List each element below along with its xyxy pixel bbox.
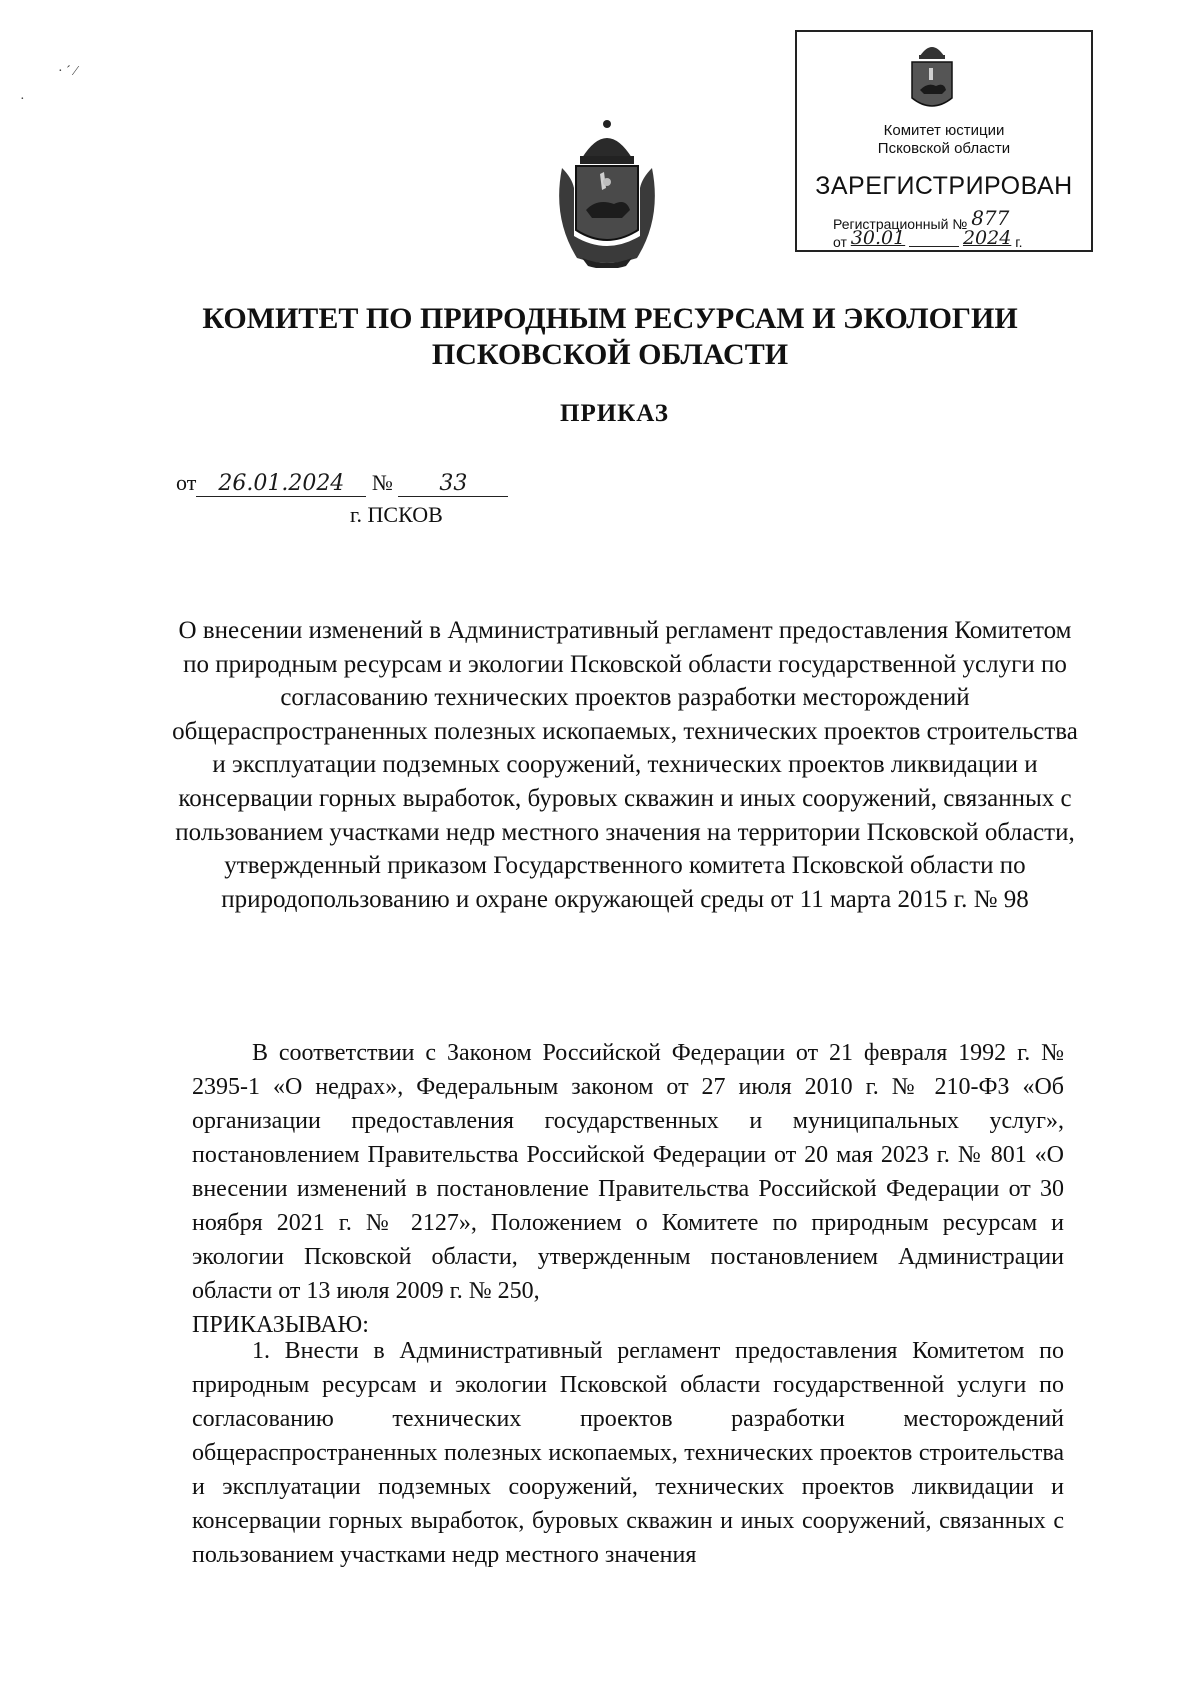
orders-word: ПРИКАЗЫВАЮ:	[192, 1312, 369, 1338]
registration-stamp	[795, 30, 1093, 252]
scan-speck: · ˊ ⁄	[58, 64, 77, 79]
stamp-emblem-icon	[902, 38, 962, 118]
stamp-status: ЗАРЕГИСТРИРОВАН	[815, 172, 1073, 200]
order-number-sign: №	[371, 470, 393, 495]
order-city: г. ПСКОВ	[350, 502, 443, 527]
order-date-number-line	[176, 470, 508, 497]
stamp-reg-date-day-month: 30.01	[850, 227, 906, 249]
order-subject: О внесении изменений в Административный регламент предоставления Комитетом по природным ресурсам и экологии Псковской области государственной услуги по согласованию технических проектов разработки месторождений общераспространенных полезных ископаемых, технических проектов строительства и эксплуатации подземных сооружений, технических проектов ликвидации и консервации горных выработок, буровых скважин и иных сооружений, связанных с пользованием участками недр местного значения на территории Псковской области, утвержденный приказом Государственного комитета Псковской области по природопользованию и охране окружающей среды от 11 марта 2015 г. № 98	[172, 617, 1078, 913]
stamp-reg-number-value: 877	[971, 206, 1010, 230]
stamp-org-line1: Комитет юстиции	[883, 122, 1005, 139]
committee-name-line2: ПСКОВСКОЙ ОБЛАСТИ	[431, 338, 789, 371]
stamp-org-line2: Псковской области	[877, 140, 1011, 157]
stamp-registration-date	[833, 227, 1023, 252]
order-date-prefix: от	[176, 470, 197, 495]
order-date-value: 26.01.2024	[218, 471, 345, 496]
stamp-reg-date-year: 2024	[962, 227, 1012, 249]
order-number-value: 33	[439, 471, 468, 496]
committee-name-line1: КОМИТЕТ ПО ПРИРОДНЫМ РЕСУРСАМ И ЭКОЛОГИИ	[202, 302, 1018, 335]
coat-of-arms-emblem	[552, 118, 662, 268]
document-type-title: ПРИКАЗ	[560, 400, 669, 427]
stamp-organization	[797, 122, 1091, 158]
order-item-1: 1. Внести в Административный регламент предоставления Комитетом по природным ресурсам и экологии Псковской области государственной услуги по согласованию технических проектов разработки месторождений общераспространенных полезных ископаемых, технических проектов строительства и эксплуатации подземных сооружений, технических проектов ликвидации и консервации горных выработок, буровых скважин и иных сооружений, связанных с пользованием участками недр местного значения	[192, 1338, 1064, 1568]
order-preamble: В соответствии с Законом Российской Федерации от 21 февраля 1992 г. № 2395-1 «О недрах», Федеральным законом от 27 июля 2010 г. № 210-ФЗ «Об организации предоставления государственных и муниципальных услуг», постановлением Правительства Российской Федерации от 20 мая 2023 г. № 801 «О внесении изменений в постановление Правительства Российской Федерации от 30 ноября 2021 г. № 2127», Положением о Комитете по природным ресурсам и экологии Псковской области, утвержденным постановлением Администрации области от 13 июля 2009 г. № 250,	[192, 1040, 1064, 1304]
stamp-reg-date-suffix: г.	[1015, 234, 1023, 250]
stamp-reg-number-label: Регистрационный №	[833, 216, 968, 232]
stamp-reg-date-prefix: от	[833, 234, 847, 250]
scan-speck: ·	[20, 92, 25, 107]
